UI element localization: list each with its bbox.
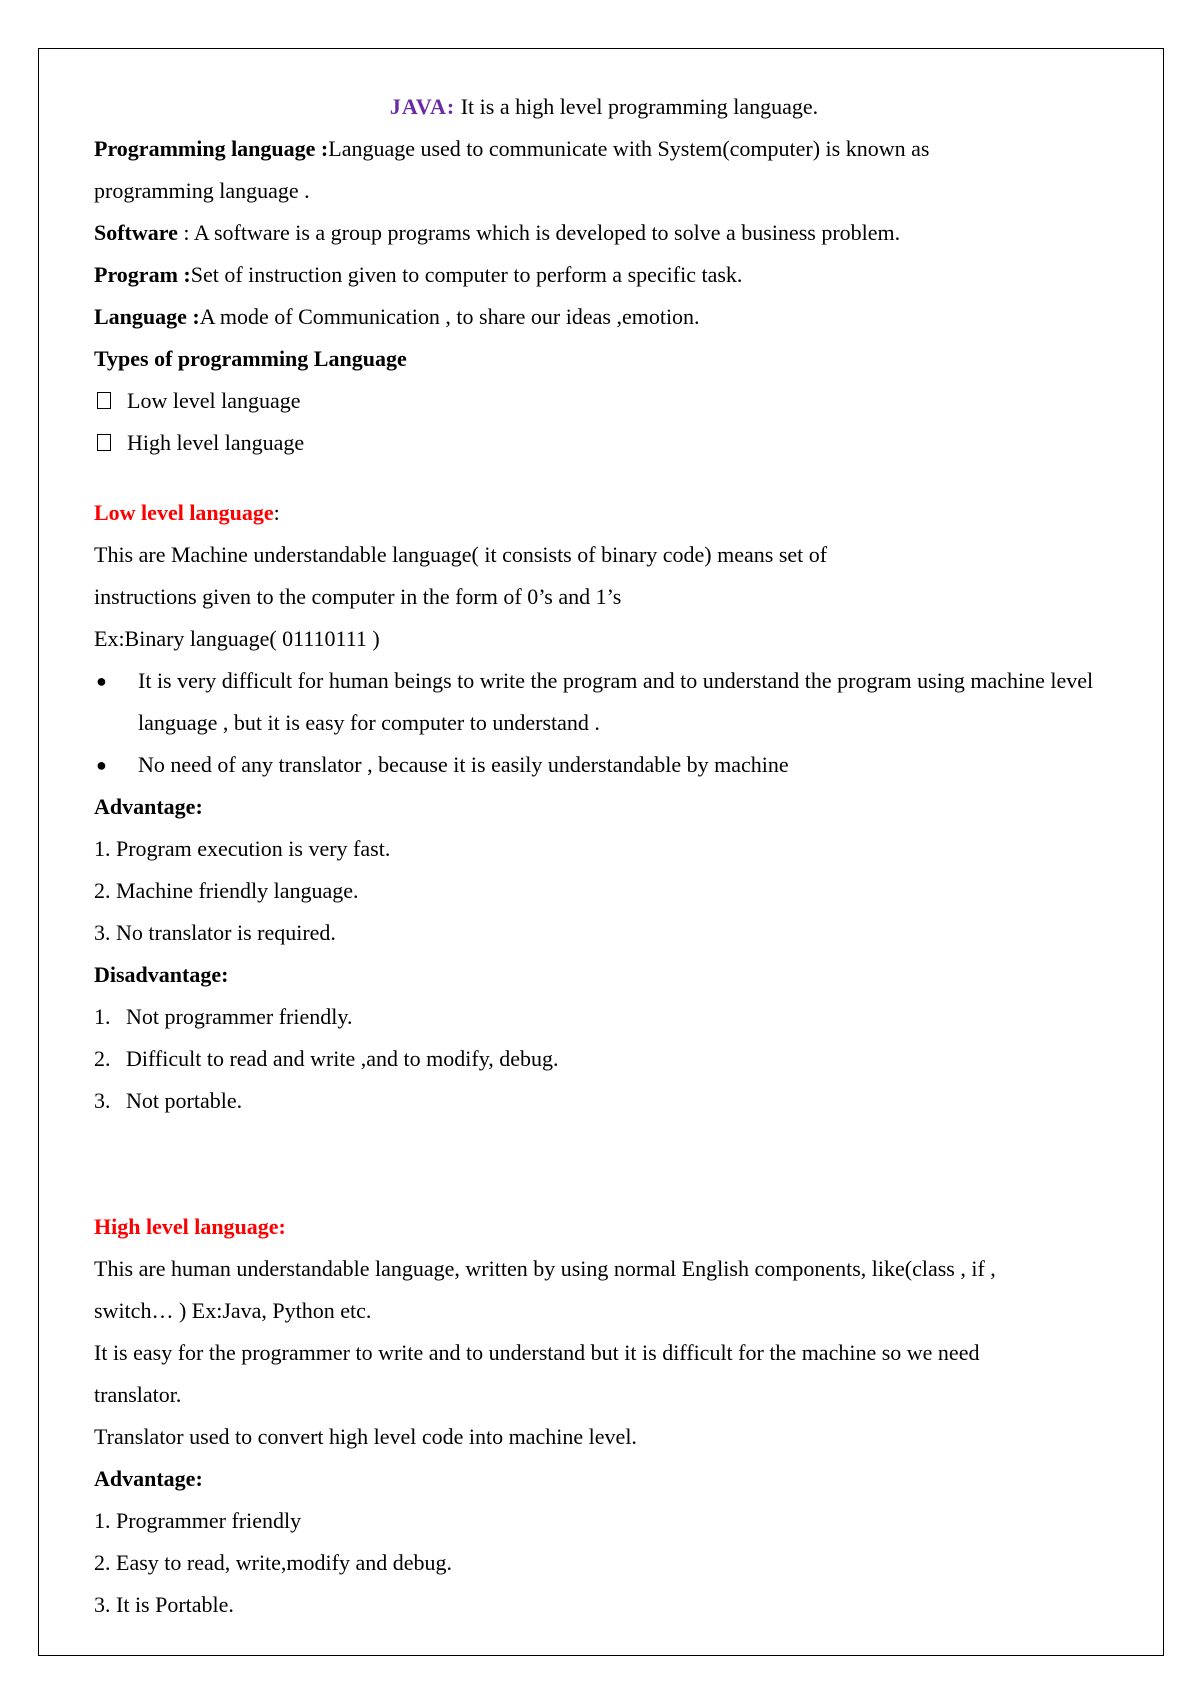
advantage-heading: Advantage: <box>94 1466 203 1491</box>
paragraph-line: This are human understandable language, written by using normal English components, like(class , if , <box>94 1256 996 1281</box>
list-item <box>94 380 1114 422</box>
high-level-heading: High level language: <box>94 1214 286 1239</box>
section-heading: Low level language <box>94 500 274 525</box>
low-level-heading <box>94 492 1114 534</box>
list-item-text: Difficult to read and write ,and to modify, debug. <box>126 1046 559 1071</box>
list-item: 3. It is Portable. <box>94 1592 234 1617</box>
list-item: 2. Easy to read, write,modify and debug. <box>94 1550 453 1575</box>
disadvantage-heading: Disadvantage: <box>94 962 229 987</box>
bullet-item <box>94 660 1114 744</box>
java-intro-text: It is a high level programming language. <box>455 94 819 119</box>
types-heading: Types of programming Language <box>94 346 407 371</box>
definition-language <box>94 296 1114 338</box>
bullet-icon: ● <box>96 755 107 775</box>
definition-programming-language <box>94 128 1114 170</box>
paragraph-line: It is easy for the programmer to write and to understand but it is difficult for the machine so we need <box>94 1340 980 1365</box>
definition-term: Software <box>94 220 178 245</box>
bullet-item <box>94 744 1114 786</box>
paragraph-line: Translator used to convert high level code into machine level. <box>94 1424 637 1449</box>
java-label: JAVA: <box>389 94 456 119</box>
definition-text: : A software is a group programs which is developed to solve a business problem. <box>177 220 901 245</box>
paragraph-line: Ex:Binary language( 01110111 ) <box>94 626 380 651</box>
definition-text: A mode of Communication , to share our ideas ,emotion. <box>199 304 700 329</box>
list-number: 2. <box>94 1046 111 1071</box>
list-item-text: Not portable. <box>126 1088 243 1113</box>
list-item: 1. Programmer friendly <box>94 1508 302 1533</box>
list-item: 2. Machine friendly language. <box>94 878 359 903</box>
definition-software <box>94 212 1114 254</box>
spacer <box>94 1122 1114 1206</box>
definition-term: Programming language : <box>94 136 329 161</box>
advantage-heading: Advantage: <box>94 794 203 819</box>
list-item-text: High level language <box>127 430 305 455</box>
paragraph-line: switch… ) Ex:Java, Python etc. <box>94 1298 372 1323</box>
java-intro <box>94 86 1114 128</box>
definition-text: Set of instruction given to computer to perform a specific task. <box>190 262 743 287</box>
paragraph-line: This are Machine understandable language( it consists of binary code) means set of <box>94 542 828 567</box>
document-body <box>94 86 1114 1626</box>
checkbox-square-icon <box>97 392 111 409</box>
list-item: 1. Program execution is very fast. <box>94 836 391 861</box>
list-item <box>94 996 1114 1038</box>
definition-program <box>94 254 1114 296</box>
list-item <box>94 1080 1114 1122</box>
checkbox-square-icon <box>97 434 111 451</box>
bullet-icon: ● <box>96 671 107 691</box>
paragraph-line: instructions given to the computer in the form of 0’s and 1’s <box>94 584 622 609</box>
spacer <box>94 464 1114 492</box>
list-number: 1. <box>94 1004 111 1029</box>
definition-continuation: programming language . <box>94 178 310 203</box>
paragraph-line: translator. <box>94 1382 182 1407</box>
list-number: 3. <box>94 1088 111 1113</box>
list-item-text: Not programmer friendly. <box>126 1004 353 1029</box>
definition-term: Language : <box>94 304 200 329</box>
heading-colon: : <box>273 500 280 525</box>
list-item <box>94 1038 1114 1080</box>
list-item-text: Low level language <box>127 388 301 413</box>
bullet-text: It is very difficult for human beings to write the program and to understand the program using machine level language , but it is easy for computer to understand . <box>138 668 1094 735</box>
definition-text: Language used to communicate with System(computer) is known as <box>328 136 930 161</box>
definition-term: Program : <box>94 262 191 287</box>
list-item: 3. No translator is required. <box>94 920 336 945</box>
bullet-text: No need of any translator , because it is easily understandable by machine <box>138 752 789 777</box>
list-item <box>94 422 1114 464</box>
